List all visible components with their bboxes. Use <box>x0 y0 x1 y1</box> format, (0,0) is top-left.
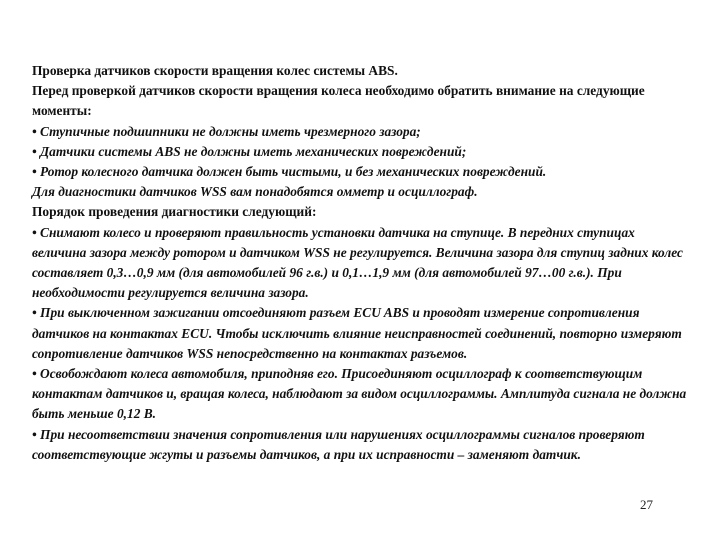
step-replace-sensor: • При несоответствии значения сопротивления или нарушениях осциллограммы сигналов проверяют соответствующие жгуты и разъемы датчиков, а при их исправности – заменяют датчик. <box>32 426 645 462</box>
bullet-bearings: • Ступичные подшипники не должны иметь чрезмерного зазора; <box>32 123 421 139</box>
procedure-heading: Порядок проведения диагностики следующий: <box>32 204 317 220</box>
bullet-rotor: • Ротор колесного датчика должен быть чистыми, и без механических повреждений. <box>32 164 547 180</box>
section-title: Проверка датчиков скорости вращения колес системы ABS. <box>32 63 398 78</box>
step-measure-resistance: • При выключенном зажигании отсоединяют разъем ECU ABS и проводят измерение сопротивления датчиков на контактах ECU. Чтобы исключить влияние неисправностей соединений, повторно измеряют сопротивление датчиков WSS непосредственно на контактах разъемов. <box>32 305 682 361</box>
page-number: 27 <box>640 497 653 512</box>
step-oscilloscope: • Освобождают колеса автомобиля, приподняв его. Присоединяют осциллограф к соответствующим контактам датчиков и, вращая колеса, наблюдают за видом осциллограммы. Амплитуда сигнала не должна быть меньше 0,12 В. <box>32 366 687 422</box>
bullet-sensors: • Датчики системы ABS не должны иметь механических повреждений; <box>32 143 467 159</box>
tools-paragraph: Для диагностики датчиков WSS вам понадобятся омметр и осциллограф. <box>32 184 478 200</box>
intro-paragraph: Перед проверкой датчиков скорости вращения колеса необходимо обратить внимание на следующие моменты: <box>32 83 645 119</box>
step-remove-wheel: • Снимают колесо и проверяют правильность установки датчика на ступице. В передних ступицах величина зазора между ротором и датчиком WSS не регулируется. Величина зазора для ступиц задних колес составляет 0,3…0,9 мм (для автомобилей 96 г.в.) и 0,1…1,9 мм (для автомобилей 97…00 г.в.). При необходимости регулируется величина зазора. <box>32 224 684 301</box>
slide-body <box>32 61 692 465</box>
